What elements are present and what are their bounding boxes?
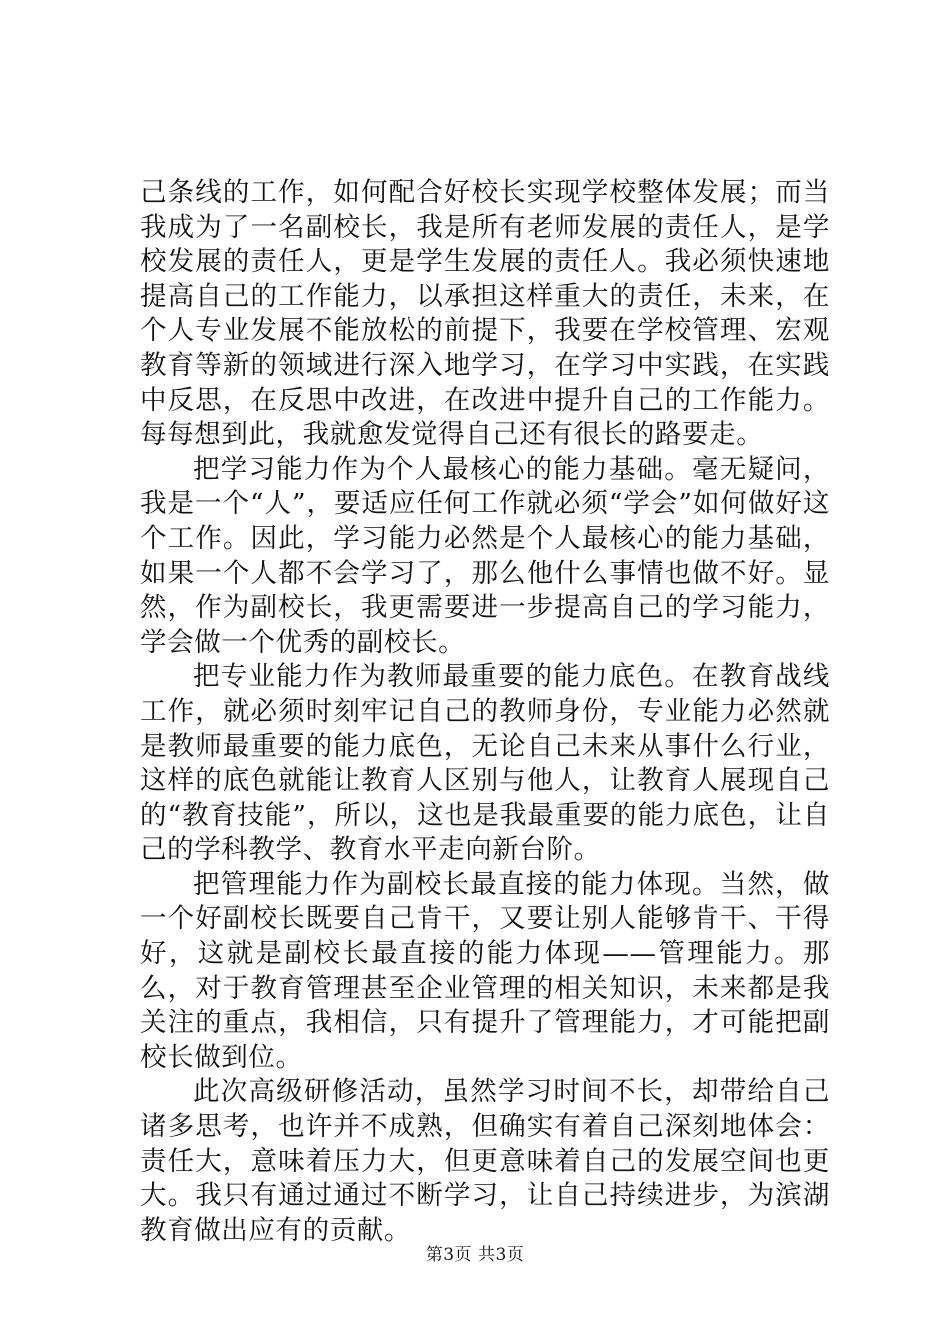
page-footer: 第3页 共3页 (425, 1245, 525, 1265)
paragraph-learning-ability: 把学习能力作为个人最核心的能力基础。毫无疑问，我是一个“人”，要适应任何工作就必须“学会”如何做好这个工作。因此，学习能力必然是个人最核心的能力基础，如果一个人都不会学习了，那么他什么事情也做不好。显然，作为副校长，我更需要进一步提高自己的学习能力，学会做一个优秀的副校长。 (140, 453, 830, 658)
document-body (140, 176, 830, 1248)
paragraph-conclusion: 此次高级研修活动，虽然学习时间不长，却带给自己诸多思考，也许并不成熟，但确实有着自己深刻地体会：责任大，意味着压力大，但更意味着自己的发展空间也更大。我只有通过通过不断学习，让自己持续进步，为滨湖教育做出应有的贡献。 (140, 1076, 830, 1246)
paragraph-management-ability: 把管理能力作为副校长最直接的能力体现。当然，做一个好副校长既要自己肯干，又要让别人能够肯干、干得好，这就是副校长最直接的能力体现——管理能力。那么，对于教育管理甚至企业管理的相关知识，未来都是我关注的重点，我相信，只有提升了管理能力，才可能把副校长做到位。 (140, 868, 830, 1073)
paragraph-continuation: 己条线的工作，如何配合好校长实现学校整体发展；而当我成为了一名副校长，我是所有老师发展的责任人，是学校发展的责任人，更是学生发展的责任人。我必须快速地提高自己的工作能力，以承担这样重大的责任，未来，在个人专业发展不能放松的前提下，我要在学校管理、宏观教育等新的领域进行深入地学习，在学习中实践，在实践中反思，在反思中改进，在改进中提升自己的工作能力。每每想到此，我就愈发觉得自己还有很长的路要走。 (140, 177, 830, 451)
paragraph-professional-ability: 把专业能力作为教师最重要的能力底色。在教育战线工作，就必须时刻牢记自己的教师身份，专业能力必然就是教师最重要的能力底色，无论自己未来从事什么行业，这样的底色就能让教育人区别与他人，让教育人展现自己的“教育技能”，所以，这也是我最重要的能力底色，让自己的学科教学、教育水平走向新台阶。 (140, 661, 830, 866)
